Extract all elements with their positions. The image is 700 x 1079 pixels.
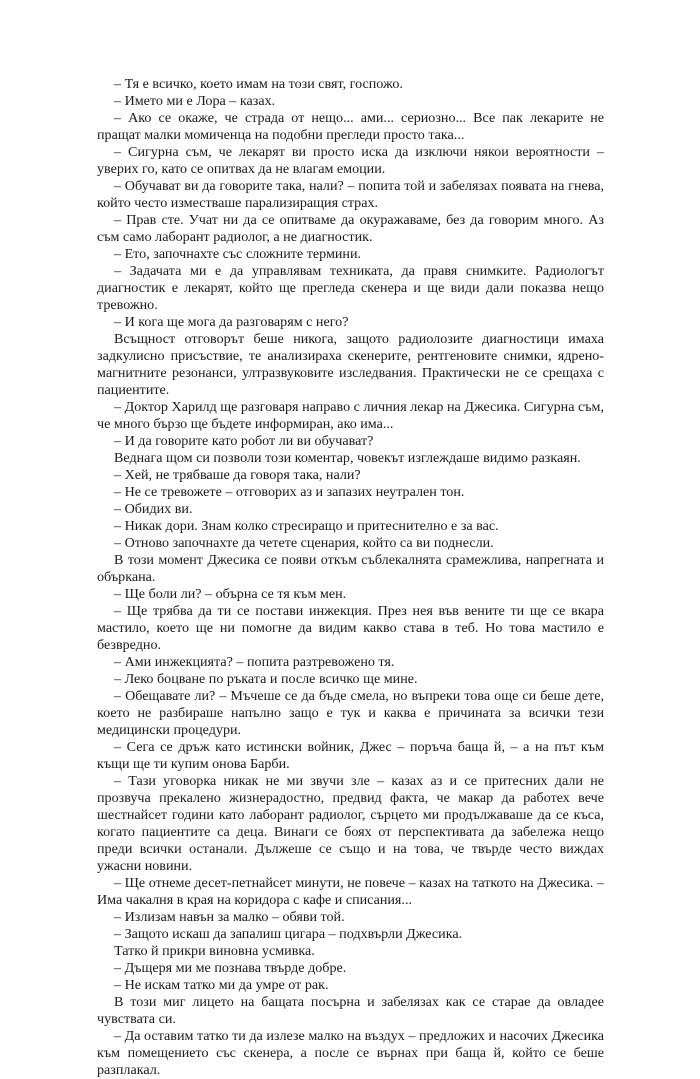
paragraph: – И да говорите като робот ли ви обучават?: [114, 433, 374, 449]
paragraph: – Дъщеря ми ме познава твърде добре.: [114, 960, 347, 976]
paragraph: – Не се тревожете – отговорих аз и запазих неутрален тон.: [114, 484, 465, 500]
paragraph: – Отново започнахте да четете сценария, който са ви поднесли.: [114, 535, 494, 551]
paragraph: – Излизам навън за малко – обяви той.: [114, 909, 345, 925]
paragraph: – Да оставим татко ти да излезе малко на въздух – предложих и насочих Джесика към помещението със скенера, а после се върнах при баща й, който се беше разплакал.: [97, 1028, 604, 1078]
paragraph: – Ще трябва да ти се постави инжекция. През нея във вените ти ще се вкара мастило, което ще ни помогне да видим какво става в теб. Но това мастило е безвредно.: [97, 603, 604, 653]
paragraph: – Защото искаш да запалиш цигара – подхвърли Джесика.: [114, 926, 463, 942]
paragraph: – Обещавате ли? – Мъчеше се да бъде смела, но въпреки това още си беше дете, което не разбираше напълно защо е тук и каква е причината за всички тези медицински процедури.: [97, 688, 604, 738]
paragraph: – Доктор Харилд ще разговаря направо с личния лекар на Джесика. Сигурна съм, че много бързо ще бъдете информиран, ако има...: [97, 399, 604, 432]
paragraph: В този момент Джесика се появи откъм съблекалнята срамежлива, напрегната и объркана.: [97, 552, 604, 585]
paragraph: – Тя е всичко, което имам на този свят, госпожо.: [114, 76, 403, 92]
paragraph: – Сигурна съм, че лекарят ви просто иска да изключи някои вероятности – уверих го, като се опитвах да не влагам емоции.: [97, 144, 604, 177]
paragraph: – Ето, започнахте със сложните термини.: [114, 246, 362, 262]
paragraph: – Тази уговорка никак не ми звучи зле – казах аз и се притесних дали не прозвуча прекалено жизнерадостно, предвид факта, че макар да работех вече шестнайсет години като лаборант радиолог, сърцето ми продължаваше да се къса, когато пациентите са деца. Винаги се боях от перспективата да забележа нещо преди всички останали. Дължеше се също и на това, че твърде често виждах ужасни новини.: [97, 773, 604, 874]
paragraph: – Леко боцване по ръката и после всичко ще мине.: [114, 671, 418, 687]
paragraph: – Ако се окаже, че страда от нещо... ами... сериозно... Все пак лекарите не пращат малки момиченца на подобни прегледи просто така...: [97, 110, 604, 143]
paragraph: Всъщност отговорът беше никога, защото радиолозите диагностици имаха задкулисно присъствие, те анализираха скенерите, рентгеновите снимки, ядрено-магнитните резонанси, ултразвуковите изследвания. Практически не се срещаха с пациентите.: [97, 331, 604, 398]
document-page: [97, 76, 604, 1079]
paragraph: – Ще боли ли? – обърна се тя към мен.: [114, 586, 347, 602]
paragraph: – Ще отнеме десет-петнайсет минути, не повече – казах на таткото на Джесика. – Има чакалня в края на коридора с кафе и списания...: [97, 875, 604, 908]
paragraph: – Прав сте. Учат ни да се опитваме да окуражаваме, без да говорим много. Аз съм само лаборант радиолог, а не диагностик.: [97, 212, 604, 245]
paragraph: – Сега се дръж като истински войник, Джес – поръча баща й, – а на път към къщи ще ти купим онова Барби.: [97, 739, 604, 772]
paragraph: – Задачата ми е да управлявам техниката, да правя снимките. Радиологът диагностик е лекарят, който ще прегледа скенера и ще види дали показва нещо тревожно.: [97, 263, 604, 313]
paragraph: – Никак дори. Знам колко стресиращо и притеснително е за вас.: [114, 518, 499, 534]
paragraph: Татко й прикри виновна усмивка.: [114, 943, 315, 959]
paragraph: – И кога ще мога да разговарям с него?: [114, 314, 349, 330]
paragraph: – Не искам татко ми да умре от рак.: [114, 977, 329, 993]
paragraph: – Хей, не трябваше да говоря така, нали?: [114, 467, 361, 483]
paragraph: – Името ми е Лора – казах.: [114, 93, 276, 109]
paragraph: – Обидих ви.: [114, 501, 193, 517]
paragraph: В този миг лицето на бащата посърна и забелязах как се старае да овладее чувствата си.: [97, 994, 604, 1027]
paragraph: – Обучават ви да говорите така, нали? – попита той и забелязах появата на гнева, който често изместваше парализиращия страх.: [97, 178, 604, 211]
paragraph: – Ами инжекцията? – попита разтревожено тя.: [114, 654, 395, 670]
paragraph: Веднага щом си позволи този коментар, човекът изглеждаше видимо разкаян.: [114, 450, 581, 466]
